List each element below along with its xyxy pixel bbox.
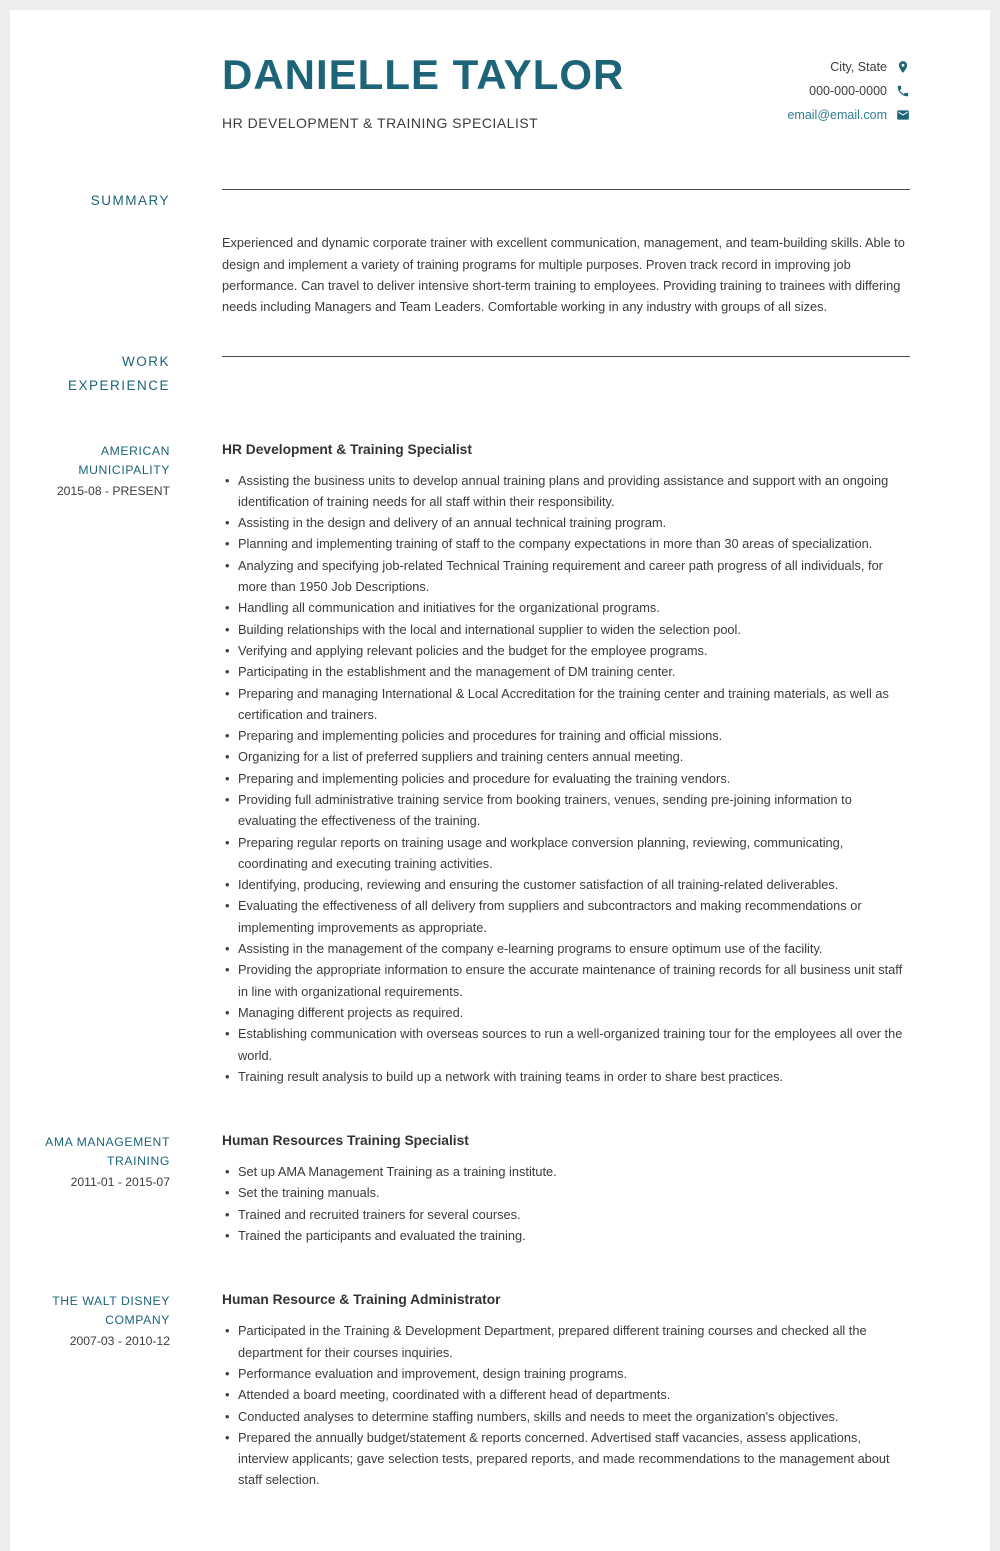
bullet-item — [222, 512, 910, 533]
job-dates: 2007-03 - 2010-12 — [69, 1334, 170, 1349]
bullet-text: Verifying and applying relevant policies and the budget for the employee programs. — [238, 642, 708, 658]
job-title: Human Resources Training Specialist — [222, 1133, 469, 1149]
bullet-text: Set the training manuals. — [238, 1185, 380, 1201]
bullet-text: Providing the appropriate information to ensure the accurate maintenance of training records for all business unit staff in line with organizational requirements. — [238, 962, 903, 999]
summary-content-column — [222, 189, 910, 317]
job-label-column — [10, 1292, 222, 1348]
job-bullets — [222, 470, 910, 1088]
contact-location: City, State — [830, 60, 887, 74]
contact-phone: 000-000-0000 — [809, 84, 887, 98]
job-dates: 2015-08 - PRESENT — [56, 483, 170, 498]
job-entry — [10, 1292, 910, 1490]
bullet-item — [222, 1161, 910, 1182]
identity-block — [222, 52, 624, 131]
bullet-item — [222, 597, 910, 618]
bullet-text: Attended a board meeting, coordinated with a different head of departments. — [238, 1387, 671, 1403]
bullet-text: Preparing and managing International & Local Accreditation for the training center and training materials, as well as certification and trainers. — [238, 685, 889, 722]
bullet-text: Assisting in the design and delivery of an annual technical training program. — [238, 515, 667, 531]
bullet-item — [222, 470, 910, 513]
map-pin-icon — [896, 60, 910, 74]
phone-icon — [896, 84, 910, 98]
bullet-text: Set up AMA Management Training as a training institute. — [238, 1164, 557, 1180]
bullet-item — [222, 768, 910, 789]
bullet-item — [222, 1363, 910, 1384]
work-experience-label: WORK EXPERIENCE — [67, 353, 170, 393]
job-bullets — [222, 1320, 910, 1490]
bullet-item — [222, 895, 910, 938]
contact-email-row — [787, 108, 910, 122]
bullet-item — [222, 1384, 910, 1405]
bullet-item — [222, 1406, 910, 1427]
bullet-item — [222, 938, 910, 959]
job-dates: 2011-01 - 2015-07 — [70, 1175, 170, 1190]
job-entry — [10, 1133, 910, 1246]
work-experience-label-column — [10, 353, 222, 398]
work-experience-content-column — [222, 356, 910, 357]
bullet-item — [222, 683, 910, 726]
bullet-item — [222, 619, 910, 640]
candidate-name: DANIELLE TAYLOR — [222, 51, 625, 98]
bullet-text: Prepared the annually budget/statement & reports concerned. Advertised staff vacancies, assess applications, interview applicants; gave selection tests, prepared reports, and made recommendations to the management about staff selection. — [238, 1429, 890, 1488]
job-bullets — [222, 1161, 910, 1246]
bullet-text: Planning and implementing training of staff to the company expectations in more than 30 areas of specialization. — [238, 536, 873, 552]
job-label-column — [10, 1133, 222, 1189]
bullet-text: Trained the participants and evaluated the training. — [238, 1228, 526, 1244]
bullet-text: Preparing and implementing policies and procedure for evaluating the training vendors. — [238, 770, 731, 786]
bullet-text: Training result analysis to build up a network with training teams in order to share best practices. — [238, 1068, 784, 1084]
bullet-text: Identifying, producing, reviewing and ensuring the customer satisfaction of all training-related deliverables. — [238, 877, 839, 893]
bullet-item — [222, 555, 910, 598]
summary-label: SUMMARY — [90, 193, 170, 209]
work-experience-section — [10, 353, 910, 398]
job-title: Human Resource & Training Administrator — [222, 1292, 501, 1308]
job-entry — [10, 442, 910, 1088]
resume-header — [222, 52, 910, 131]
bullet-item — [222, 746, 910, 767]
job-label-column — [10, 442, 222, 498]
bullet-item — [222, 789, 910, 832]
contact-phone-row — [809, 84, 910, 98]
job-title: HR Development & Training Specialist — [222, 441, 472, 457]
work-experience-rule — [222, 356, 910, 357]
job-company: THE WALT DISNEY COMPANY — [52, 1294, 170, 1328]
bullet-item — [222, 832, 910, 875]
bullet-item — [222, 1002, 910, 1023]
summary-rule — [222, 189, 910, 190]
bullet-text: Analyzing and specifying job-related Technical Training requirement and career path progress of all individuals, for more than 1950 Job Descriptions. — [238, 557, 883, 595]
bullet-text: Assisting the business units to develop annual training plans and providing assistance and support with an ongoing identification of training needs for all staff within their responsibility. — [238, 472, 889, 509]
bullet-item — [222, 874, 910, 895]
bullet-item — [222, 1427, 910, 1491]
bullet-item — [222, 661, 910, 682]
bullet-text: Participated in the Training & Development Department, prepared different training courses and checked all the department for their courses inquiries. — [238, 1323, 867, 1360]
summary-label-column — [10, 189, 222, 213]
bullet-text: Trained and recruited trainers for several courses. — [238, 1206, 521, 1222]
bullet-item — [222, 725, 910, 746]
job-content-column — [222, 1133, 910, 1246]
bullet-item — [222, 533, 910, 554]
bullet-item — [222, 1182, 910, 1203]
bullet-text: Managing different projects as required. — [238, 1004, 464, 1020]
bullet-text: Handling all communication and initiatives for the organizational programs. — [238, 600, 660, 616]
bullet-item — [222, 1023, 910, 1066]
bullet-text: Evaluating the effectiveness of all delivery from suppliers and subcontractors and making recommendations or implementing improvements as appropriate. — [238, 898, 862, 935]
job-company: AMA MANAGEMENT TRAINING — [45, 1135, 170, 1169]
bullet-text: Providing full administrative training service from booking trainers, venues, sending pre-joining information to evaluating the effectiveness of the training. — [238, 792, 852, 829]
bullet-text: Preparing and implementing policies and procedures for training and official missions. — [238, 728, 723, 744]
bullet-text: Organizing for a list of preferred suppliers and training centers annual meeting. — [238, 749, 684, 765]
summary-text: Experienced and dynamic corporate trainer with excellent communication, management, and team-building skills. Able to design and implement a variety of training programs for multiple purposes. Proven track record in improving job performance. Can travel to deliver intensive short-term training to employees. Providing training to trainees with differing needs including Managers and Team Leaders. Comfortable working in any industry with groups of all sizes. — [222, 235, 905, 315]
job-content-column — [222, 1292, 910, 1490]
bullet-item — [222, 959, 910, 1002]
bullet-text: Performance evaluation and improvement, design training programs. — [238, 1365, 628, 1381]
contact-block — [787, 52, 910, 122]
bullet-text: Conducted analyses to determine staffing numbers, skills and needs to meet the organization's objectives. — [238, 1408, 839, 1424]
resume-page — [10, 10, 990, 1551]
envelope-icon — [896, 108, 910, 122]
bullet-text: Establishing communication with overseas sources to run a well-organized training tour for the employees all over the world. — [238, 1026, 903, 1063]
jobs-list — [10, 442, 910, 1491]
bullet-text: Building relationships with the local and international supplier to widen the selection pool. — [238, 621, 741, 637]
bullet-item — [222, 1320, 910, 1363]
candidate-role: HR DEVELOPMENT & TRAINING SPECIALIST — [222, 115, 539, 132]
bullet-text: Participating in the establishment and the management of DM training center. — [238, 664, 676, 680]
bullet-text: Preparing regular reports on training usage and workplace conversion planning, reviewing, communicating, coordinating and executing training activities. — [238, 834, 844, 871]
bullet-text: Assisting in the management of the company e-learning programs to ensure optimum use of the facility. — [238, 941, 823, 957]
job-content-column — [222, 442, 910, 1088]
summary-section — [10, 189, 910, 317]
bullet-item — [222, 640, 910, 661]
job-company: AMERICAN MUNICIPALITY — [78, 443, 170, 477]
bullet-item — [222, 1225, 910, 1246]
bullet-item — [222, 1066, 910, 1087]
bullet-item — [222, 1204, 910, 1225]
contact-location-row — [830, 60, 910, 74]
contact-email[interactable]: email@email.com — [787, 108, 887, 122]
